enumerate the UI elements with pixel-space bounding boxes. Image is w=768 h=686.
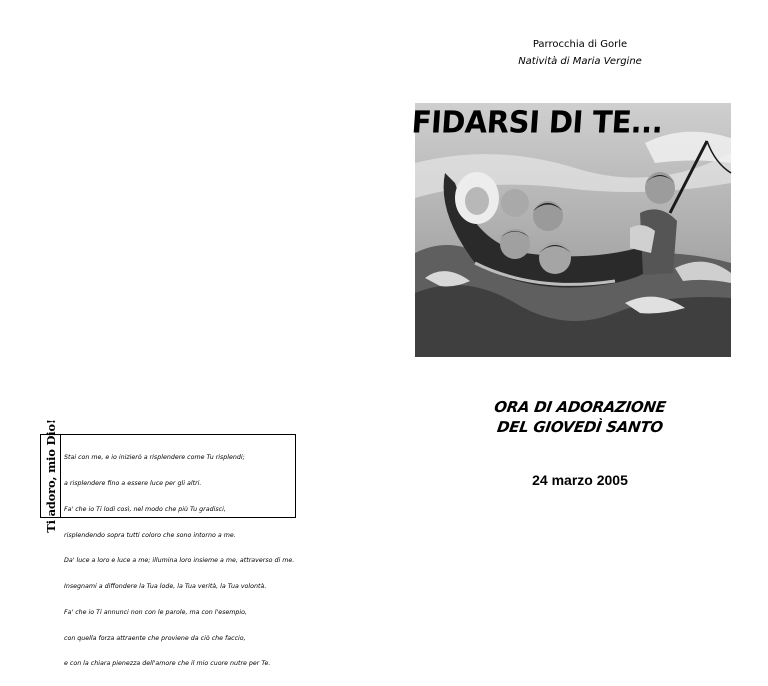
event-date: 24 marzo 2005 [532, 472, 628, 488]
prayer-line: Da' luce a loro e luce a me; illumina loro insieme a me, attraverso di me. [64, 557, 295, 565]
prayer-line: Fa' che io Ti annunci non con le parole, ma con l'esempio, [64, 608, 248, 616]
parish-name: Parrocchia di Gorle [532, 39, 628, 50]
prayer-side-title: Ti adoro, mio Dio! [43, 419, 58, 533]
event-title-line-2: DEL GIOVEDÌ SANTO [495, 418, 665, 436]
prayer-side-title-box [41, 419, 61, 533]
prayer-line: e con la chiara pienezza dell'amore che il mio cuore nutre per Te. [64, 660, 271, 668]
prayer-line: Insegnami a diffondere la Tua lode, la Tua verità, la Tua volontà. [64, 583, 267, 591]
event-title-line-1: ORA DI ADORAZIONE [493, 398, 667, 416]
prayer-line: a risplendere fino a essere luce per gli altri. [64, 479, 202, 487]
prayer-line: Fa' che io Ti lodi così, nel modo che più Tu gradisci, [64, 505, 226, 513]
prayer-line: risplendendo sopra tutti coloro che sono intorno a me. [64, 531, 236, 539]
prayer-text [64, 437, 295, 668]
prayer-box [40, 419, 296, 668]
event-title [470, 397, 690, 437]
prayer-line: Stai con me, e io inizierò a risplendere come Tu risplendi; [64, 454, 245, 462]
cover-illustration [415, 103, 731, 357]
church-name: Natività di Maria Vergine [518, 56, 642, 67]
cover-title: FIDARSI DI TE... [410, 104, 664, 140]
prayer-line: con quella forza attraente che proviene da ciò che faccio, [64, 634, 246, 642]
